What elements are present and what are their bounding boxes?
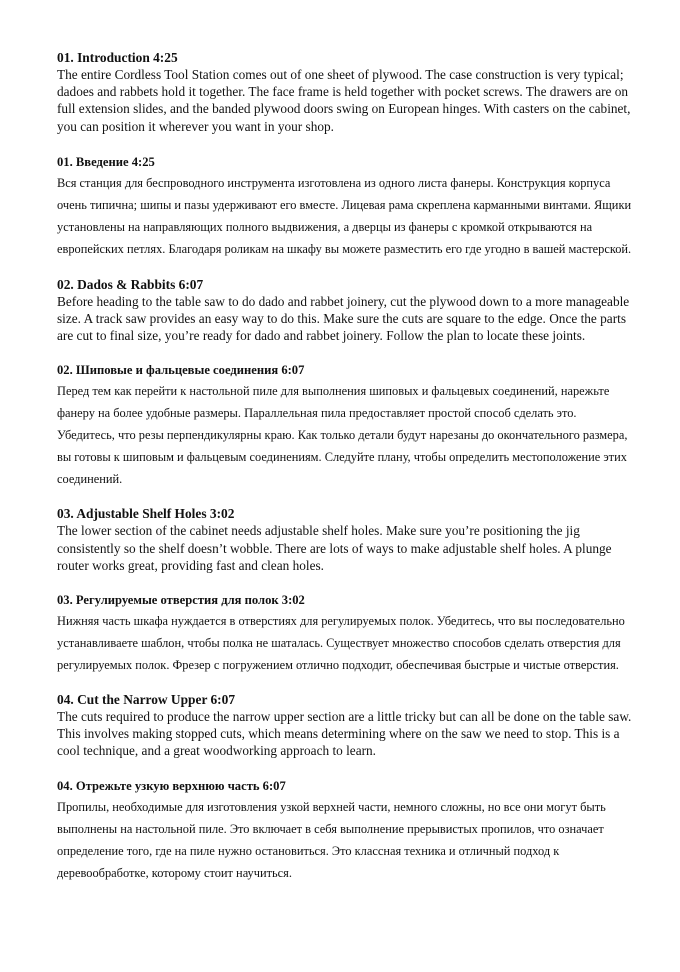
section-body: The entire Cordless Tool Station comes out of one sheet of plywood. The case construction is very typical; dadoes and rabbets hold it together. The face frame is held together with pocket screws. The drawers are on full extension slides, and the banded plywood doors swing on European hinges. With casters on the cabinet, you can position it wherever you want in your shop. [57,67,631,134]
section-introduction-en [57,49,637,135]
document-page [57,49,637,884]
section-body: The lower section of the cabinet needs adjustable shelf holes. Make sure you’re positioning the jig consistently so the shelf doesn’t wobble. There are lots of ways to make adjustable shelf holes. A plunge router works great, providing fast and clean holes. [57,523,612,573]
section-heading: 02. Шиповые и фальцевые соединения 6:07 [57,363,305,378]
section-body: Пропилы, необходимые для изготовления узкой верхней части, немного сложны, но все они могут быть выполнены на настольной пиле. Это включает в себя выполнение прерывистых пропилов, что означает определение того, где на пиле нужно остановиться. Это классная техника и отличный подход к деревообработке, которому стоит научиться. [57,799,606,880]
section-heading: 03. Adjustable Shelf Holes 3:02 [57,506,235,522]
section-body: Before heading to the table saw to do dado and rabbet joinery, cut the plywood down to a more manageable size. A track saw provides an easy way to do this. Make sure the cuts are square to the edge. Once the parts are cut to final size, you’re ready for dado and rabbet joinery. Follow the plan to locate these joints. [57,293,630,344]
section-dados-rabbits-ru [57,361,637,490]
section-shelf-holes-ru [57,591,637,676]
section-body: Вся станция для беспроводного инструмента изготовлена из одного листа фанеры. Конструкция корпуса очень типична; шипы и пазы удерживают его вместе. Лицевая рама скреплена карманными винтами. Ящики установлены на направляющих полного выдвижения, а дверцы из фанеры с кромкой открываются на европейских петлях. Благодаря роликам на шкафу вы можете разместить его где угодно в вашей мастерской. [57,175,632,256]
section-heading: 02. Dados & Rabbits 6:07 [57,276,204,292]
section-heading: 04. Отрежьте узкую верхнюю часть 6:07 [57,778,286,793]
section-heading: 04. Cut the Narrow Upper 6:07 [57,692,236,708]
section-dados-rabbits-en [57,276,637,345]
section-narrow-upper-ru [57,777,637,884]
section-heading: 01. Introduction 4:25 [57,50,178,65]
section-body: The cuts required to produce the narrow upper section are a little tricky but can all be done on the table saw. This involves making stopped cuts, which means determining where on the saw we need to stop. This is a cool technique, and a great woodworking approach to learn. [57,709,632,759]
section-heading: 03. Регулируемые отверстия для полок 3:02 [57,593,305,608]
section-body: Перед тем как перейти к настольной пиле для выполнения шиповых и фальцевых соединений, нарежьте фанеру на более удобные размеры. Параллельная пила предоставляет простой способ сделать это. Убедитесь, что резы перпендикулярны краю. Как только детали будут нарезаны до окончательного размера, вы готовы к шиповым и фальцевым соединениям. Следуйте плану, чтобы определить местоположение этих соединений. [57,384,628,487]
section-body: Нижняя часть шкафа нуждается в отверстиях для регулируемых полок. Убедитесь, что вы последовательно устанавливаете шаблон, чтобы полка не шаталась. Существует множество способов сделать отверстия для регулируемых полок. Фрезер с погружением отлично подходит, обеспечивая быстрые и чистые отверстия. [57,614,625,673]
section-narrow-upper-en [57,691,637,760]
section-heading: 01. Введение 4:25 [57,154,155,169]
section-introduction-ru [57,153,637,260]
section-shelf-holes-en [57,505,637,574]
